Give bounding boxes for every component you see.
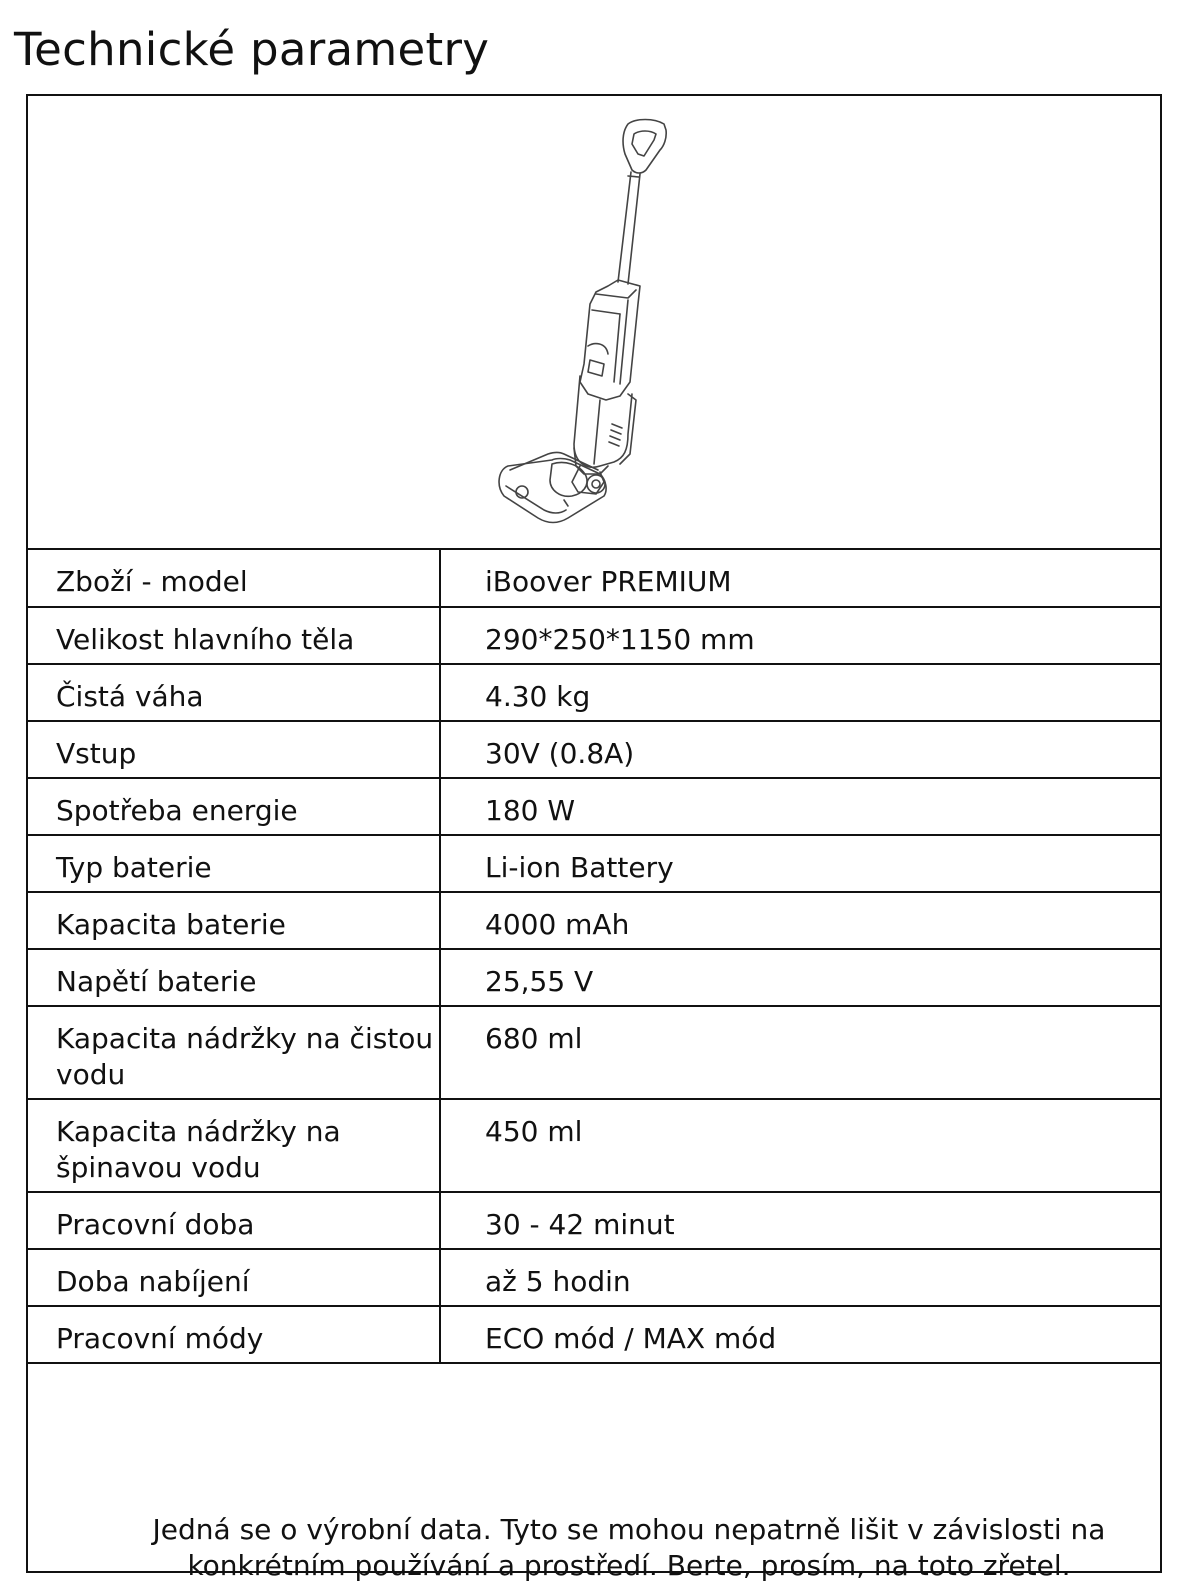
specs-table [28, 550, 1160, 1364]
spec-label: Velikost hlavního těla [28, 607, 440, 664]
spec-value: 30 - 42 minut [440, 1192, 1160, 1249]
table-row [28, 1249, 1160, 1306]
spec-value: 30V (0.8A) [440, 721, 1160, 778]
spec-label: Typ baterie [28, 835, 440, 892]
spec-value: 180 W [440, 778, 1160, 835]
spec-value: 450 ml [440, 1099, 1160, 1192]
table-row [28, 721, 1160, 778]
spec-value: Li-ion Battery [440, 835, 1160, 892]
disclaimer-note [28, 1512, 1160, 1584]
table-row [28, 835, 1160, 892]
spec-value: až 5 hodin [440, 1249, 1160, 1306]
spec-sheet-frame [26, 94, 1162, 1582]
disclaimer-line-1: Jedná se o výrobní data. Tyto se mohou nepatrně lišit v závislosti na [152, 1513, 1106, 1546]
product-image-area [28, 96, 1160, 550]
table-row [28, 892, 1160, 949]
table-row [28, 1306, 1160, 1363]
spec-label: Vstup [28, 721, 440, 778]
vacuum-cleaner-illustration [468, 114, 708, 534]
table-row [28, 607, 1160, 664]
spec-value: ECO mód / MAX mód [440, 1306, 1160, 1363]
spec-label: Kapacita nádržky na čistou vodu [28, 1006, 440, 1099]
table-row [28, 1099, 1160, 1192]
spec-label: Napětí baterie [28, 949, 440, 1006]
spec-label: Zboží - model [28, 550, 440, 607]
table-row [28, 949, 1160, 1006]
spec-label: Pracovní doba [28, 1192, 440, 1249]
spec-label: Kapacita baterie [28, 892, 440, 949]
page-title: Technické parametry [14, 23, 490, 76]
spec-value: 290*250*1150 mm [440, 607, 1160, 664]
spec-label: Spotřeba energie [28, 778, 440, 835]
table-row [28, 778, 1160, 835]
spec-label: Čistá váha [28, 664, 440, 721]
spec-label: Doba nabíjení [28, 1249, 440, 1306]
table-row [28, 550, 1160, 607]
spec-value: iBoover PREMIUM [440, 550, 1160, 607]
table-row [28, 1006, 1160, 1099]
table-row [28, 1192, 1160, 1249]
spec-value: 680 ml [440, 1006, 1160, 1099]
table-row [28, 664, 1160, 721]
spec-value: 4.30 kg [440, 664, 1160, 721]
spec-label: Kapacita nádržky na špinavou vodu [28, 1099, 440, 1192]
spec-value: 25,55 V [440, 949, 1160, 1006]
spec-label: Pracovní módy [28, 1306, 440, 1363]
spec-value: 4000 mAh [440, 892, 1160, 949]
disclaimer-line-2: konkrétním používání a prostředí. Berte, prosím, na toto zřetel. [187, 1549, 1071, 1582]
